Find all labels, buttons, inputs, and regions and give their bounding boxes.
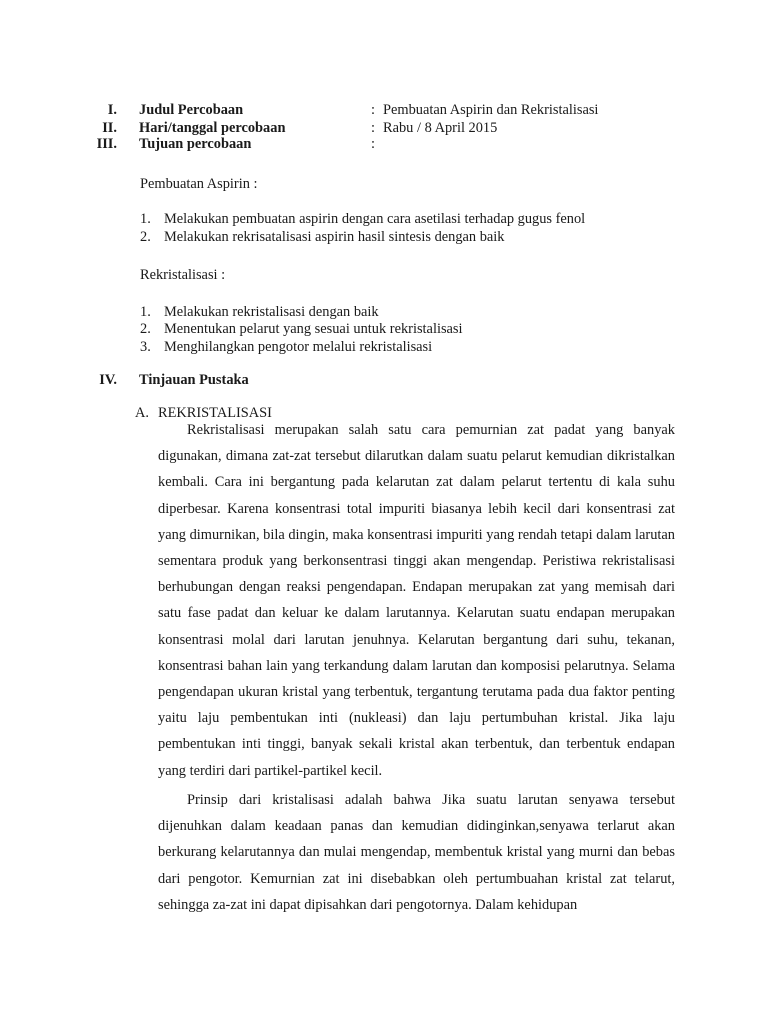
header-label: Tujuan percobaan (139, 136, 252, 152)
list-number: 2. (140, 229, 151, 245)
header-colon: : (371, 136, 375, 152)
header-number: III. (96, 136, 117, 152)
rekristalisasi-heading: Rekristalisasi : (140, 267, 226, 283)
list-number: 2. (140, 321, 151, 337)
list-number: 1. (140, 304, 151, 320)
paragraph-text: Prinsip dari kristalisasi adalah bahwa Jika suatu larutan senyawa tersebut dijenuhkan dalam keadaan panas dan kemudian didinginkan,senyawa terlarut akan berkurang kelarutannya dan mulai mengendap, membentuk kristal yang murni dan bebas dari pengotor. Kemurnian zat ini disebabkan oleh pertumbuahan kristal zat telarut, sehingga za-zat ini dapat dipisahkan dari pengotornya. Dalam kehidupan (158, 792, 675, 913)
list-text: Melakukan rekrisatalisasi aspirin hasil sintesis dengan baik (164, 229, 505, 245)
header-row-title (0, 101, 768, 119)
aspirin-heading: Pembuatan Aspirin : (140, 176, 258, 192)
header-row-goal (0, 135, 768, 153)
section-title: Tinjauan Pustaka (139, 372, 249, 388)
subsection-label: A. (135, 405, 149, 421)
subsection-title: REKRISTALISASI (158, 405, 272, 421)
header-value: Pembuatan Aspirin dan Rekristalisasi (383, 102, 599, 118)
list-text: Menentukan pelarut yang sesuai untuk rekristalisasi (164, 321, 463, 337)
list-item (140, 303, 379, 321)
header-colon: : (371, 120, 375, 136)
section-number: IV. (99, 372, 117, 388)
paragraph-text: Rekristalisasi merupakan salah satu cara pemurnian zat padat yang banyak digunakan, dimana zat-zat tersebut dilarutkan dalam suatu pelarut kemudian dikristalkan kembali. Cara ini bergantung pada kelarutan zat dalam pelarut tertentu di kala suhu diperbesar. Karena konsentrasi total impuriti biasanya lebih kecil dari konsentrasi zat yang dimurnikan, bila dingin, maka konsentrasi impuriti yang rendah tetapi dalam larutan sementara produk yang berkonsentrasi tinggi akan mengendap. Peristiwa rekristalisasi berhubungan dengan reaksi pengendapan. Endapan merupakan zat yang memisah dari satu fase padat dan keluar ke dalam larutannya. Kelarutan suatu endapan merupakan konsentrasi molal dari larutan jenuhnya. Kelarutan bergantung dari suhu, tekanan, konsentrasi bahan lain yang terkandung dalam larutan dan komposisi pelarutnya. Selama pengendapan ukuran kristal yang terbentuk, tergantung terutama pada dua faktor penting yaitu laju pembentukan inti (nukleasi) dan laju pertumbuhan kristal. Jika laju pembentukan inti tinggi, banyak sekali kristal akan terbentuk, dan terbentuk endapan yang terdiri dari partikel-partikel kecil. (158, 422, 675, 779)
list-item (140, 320, 463, 338)
list-text: Melakukan pembuatan aspirin dengan cara asetilasi terhadap gugus fenol (164, 211, 586, 227)
section-heading (0, 371, 768, 389)
list-item (140, 228, 505, 246)
list-text: Melakukan rekristalisasi dengan baik (164, 304, 379, 320)
list-number: 1. (140, 211, 151, 227)
header-value: Rabu / 8 April 2015 (383, 120, 498, 136)
header-colon: : (371, 102, 375, 118)
list-item (140, 338, 432, 356)
header-label: Judul Percobaan (139, 102, 244, 118)
list-item (140, 210, 585, 228)
header-number: I. (107, 102, 117, 118)
list-number: 3. (140, 339, 151, 355)
header-number: II. (102, 120, 117, 136)
header-label: Hari/tanggal percobaan (139, 120, 286, 136)
list-text: Menghilangkan pengotor melalui rekristalisasi (164, 339, 433, 355)
paragraph (158, 787, 675, 918)
paragraph (158, 417, 675, 784)
